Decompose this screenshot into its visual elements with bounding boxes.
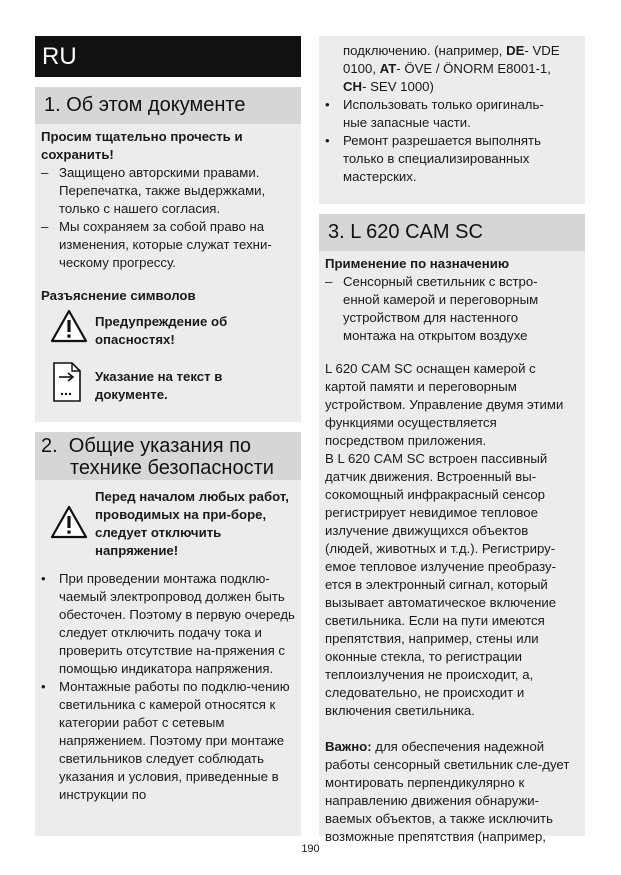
- list-item: • Использовать только оригиналь-ные запасные части.: [325, 97, 544, 130]
- warning-symbol-label: Предупреждение об опасностях!: [95, 314, 228, 347]
- list-item: – Сенсорный светильник с встро-енной камерой и переговорным устройством для настенного монтажа на открытом воздухе: [325, 274, 539, 343]
- section-3-body: [325, 360, 573, 846]
- list-item: • Ремонт разрешается выполнять только в специализированных мастерских.: [325, 133, 541, 184]
- page-number: 190: [301, 843, 320, 855]
- description-paragraph: L 620 CAM SC оснащен камерой с картой памяти и переговорным устройством. Управление двумя этими функциями осуществляется посредством приложения.: [325, 361, 564, 448]
- section-1-panel: [35, 87, 301, 422]
- list-item: • При проведении монтажа подклю-чаемый электропровод должен быть обесточен. Поэтому в первую очередь следует отключить подачу тока и проверить отсутствие на-пряжения с помощью индикатора напряжения.: [41, 571, 295, 676]
- country-norms: подключению. (например, DE- VDE 0100, AT- ÖVE / ÖNORM E8001-1, CH- SEV 1000): [343, 43, 560, 94]
- section-2-bullets: [41, 570, 296, 804]
- section-3-title: 3. L 620 CAM SC: [319, 214, 585, 251]
- section-2-panel: [35, 432, 301, 836]
- usage-heading: Применение по назначению: [325, 256, 510, 271]
- usage-list: [325, 273, 557, 345]
- section-1-bullets: [41, 164, 291, 272]
- list-item: • Монтажные работы по подклю-чению светильника с камерой относятся к категории работ с сетевым напряжением. Поэтому при монтаже светильников следует соблюдать указания и условия, приведенные в инструкции по: [41, 679, 290, 802]
- document-reference-icon: [53, 362, 81, 402]
- section-3-panel: [319, 214, 585, 844]
- symbols-heading: Разъяснение символов: [41, 288, 196, 303]
- warning-triangle-icon: [50, 309, 88, 343]
- continued-bullets: [325, 96, 565, 186]
- list-item: – Защищено авторскими правами. Перепечатка, также выдержками, только с нашего согласия.: [41, 165, 266, 216]
- important-paragraph: Важно: для обеспечения надежной работы сенсорный светильник сле-дует монтировать перпендикулярно к направлению движения обнаружи-ваемых объектов, а также исключить возможные препятствия (например,: [325, 739, 570, 844]
- section-2-title: 2. Общие указания по технике безопасности: [35, 432, 301, 480]
- list-item: – Мы сохраняем за собой право на изменения, которые служат техни-ческому прогрессу.: [41, 219, 272, 270]
- reference-symbol-label: Указание на текст в документе.: [95, 369, 223, 402]
- read-notice-heading: Просим тщательно прочесть и сохранить!: [41, 129, 243, 162]
- sensor-paragraph: В L 620 CAM SC встроен пассивный датчик движения. Встроенный вы-сокомощный инфракрасный сенсор регистрирует невидимое тепловое излучение движущихся объектов (людей, животных и т.д.). Регистриру-емое тепловое излучение преобразу-ется в электронный сигнал, который вызывает автоматическое включение светильника. Если на пути имеются препятствия, например, стены или оконные стекла, то регистрации теплоизлучения не происходит, а, следовательно, не происходит и включения светильника.: [325, 451, 557, 718]
- continued-panel: [319, 36, 585, 204]
- safety-warning-text: Перед началом любых работ, проводимых на при-боре, следует отключить напряжение!: [95, 489, 289, 558]
- section-1-title: 1. Об этом документе: [35, 87, 301, 124]
- warning-triangle-icon: [50, 505, 88, 539]
- language-label: RU: [35, 36, 301, 77]
